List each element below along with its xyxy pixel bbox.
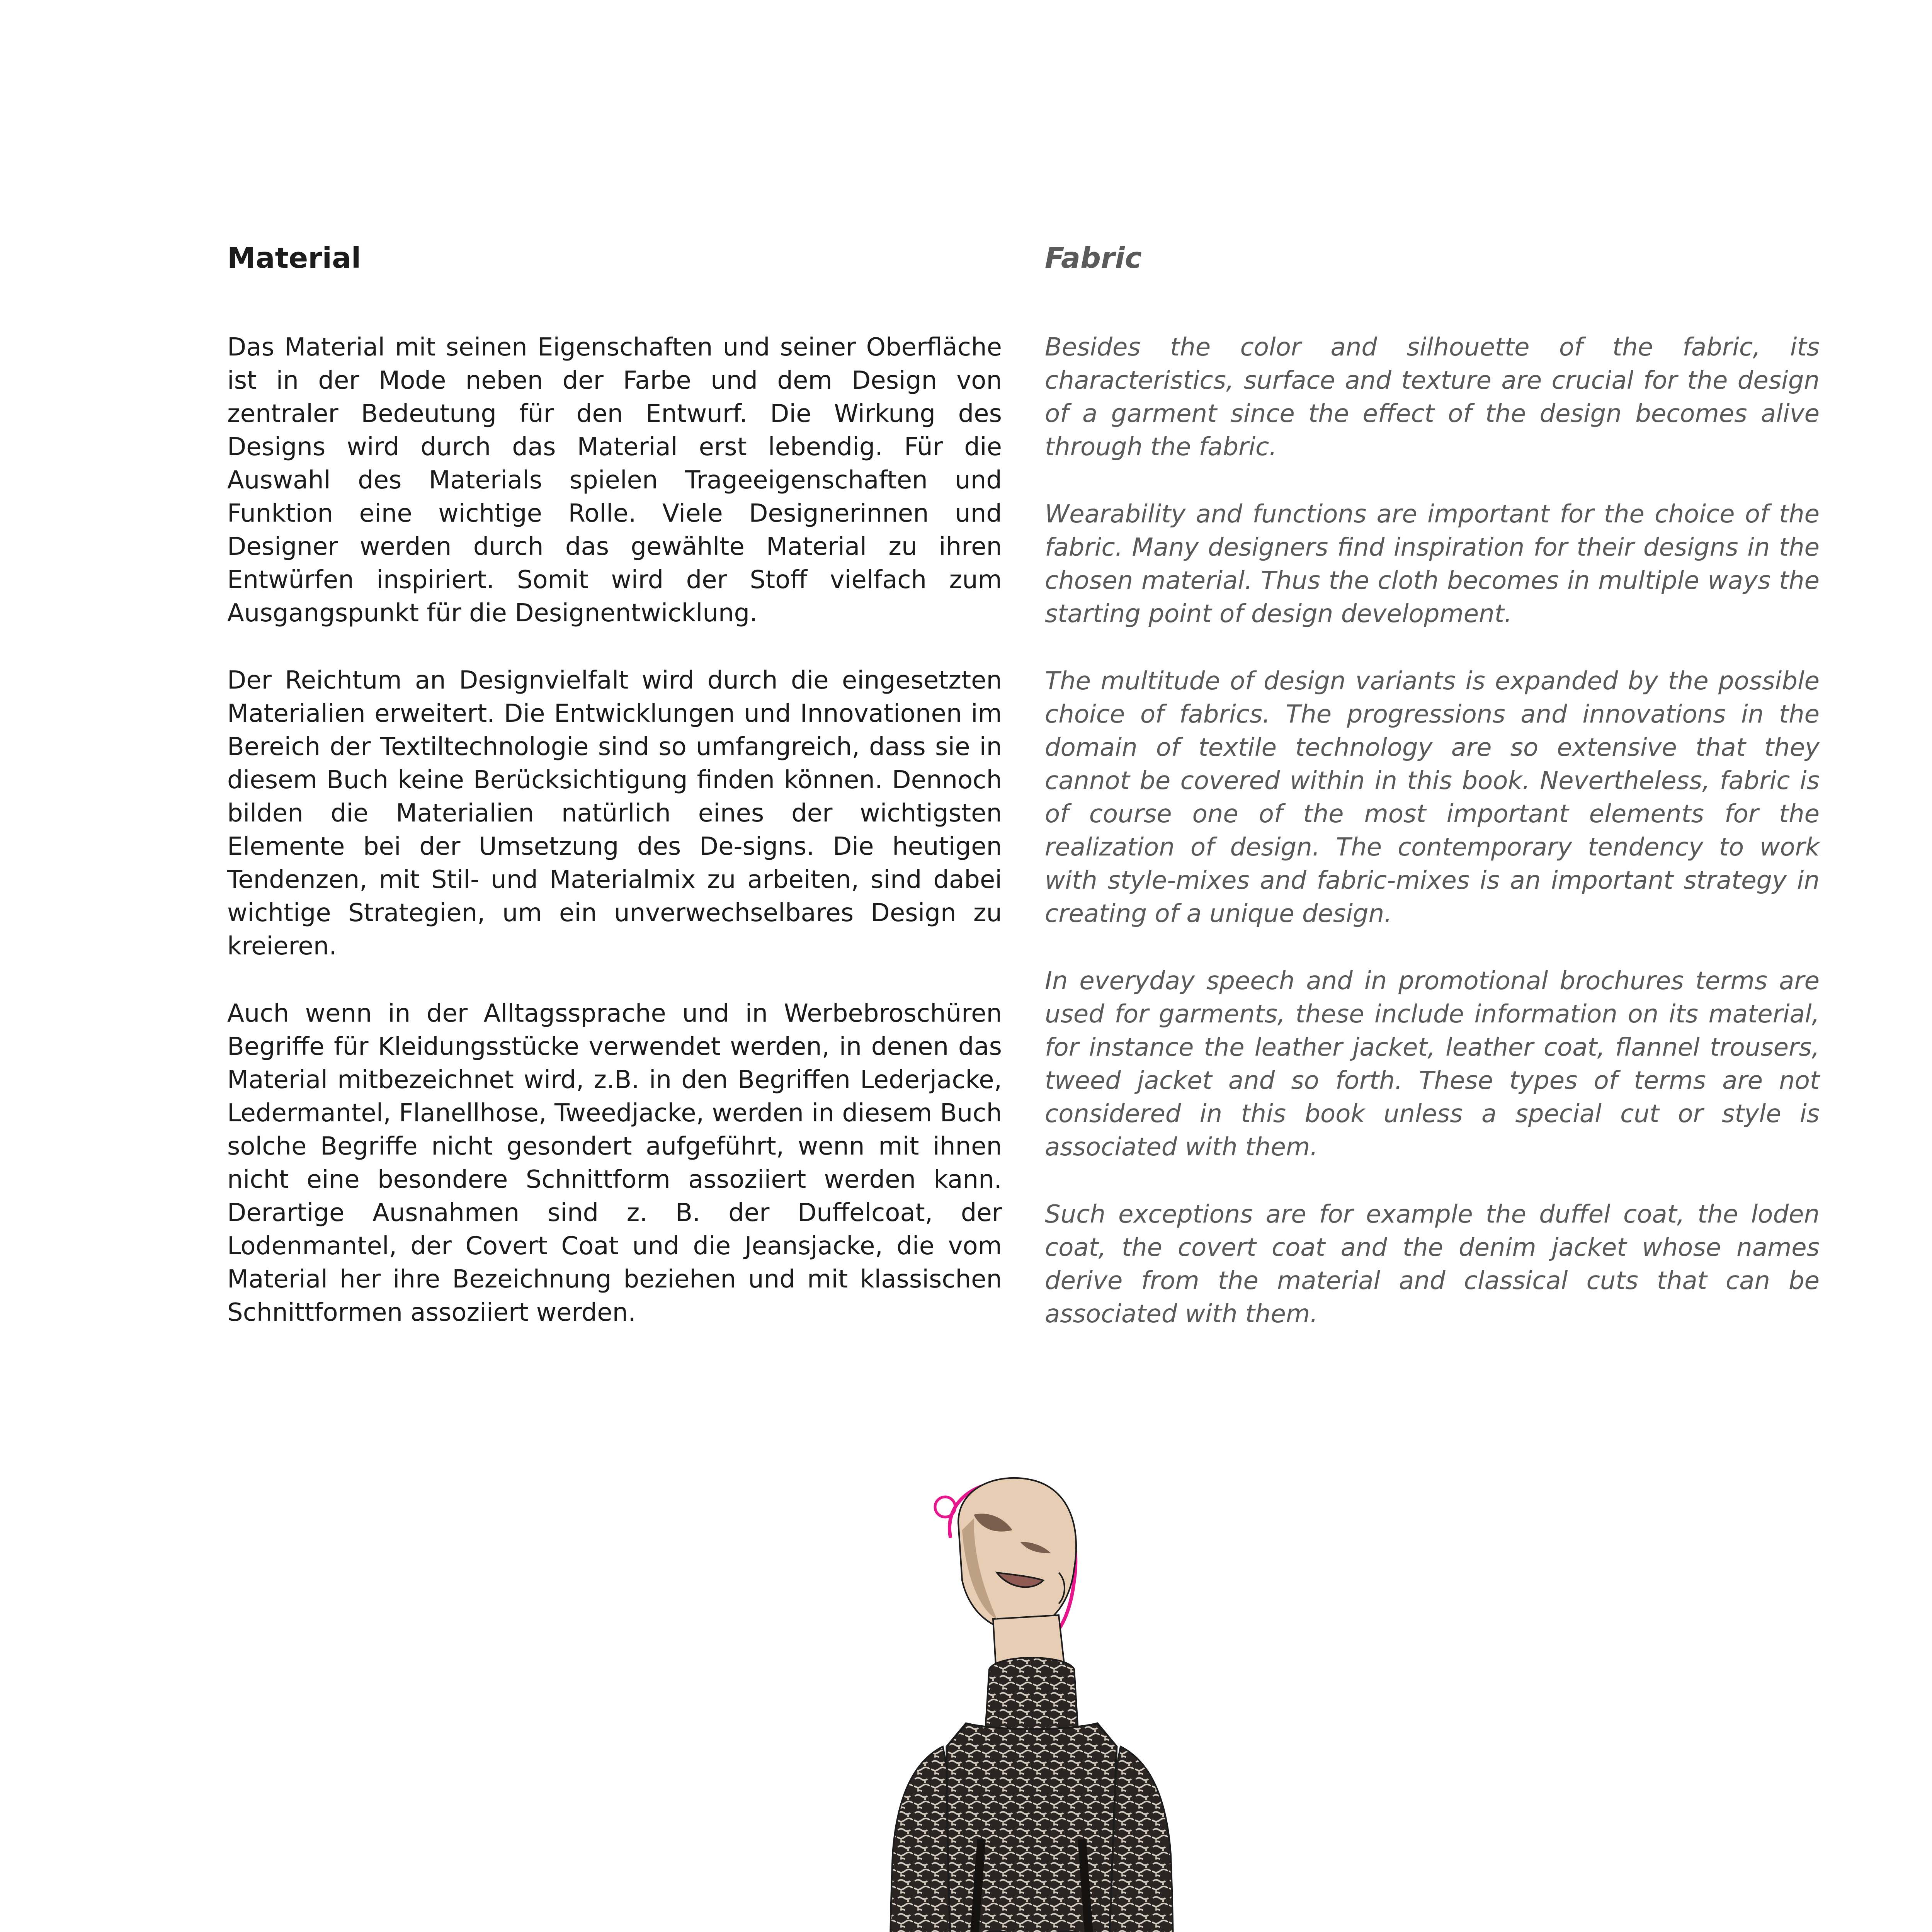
english-heading: Fabric xyxy=(1045,242,1142,275)
german-paragraph: Auch wenn in der Alltagssprache und in Werbebroschüren Begriffe für Kleidungsstücke verwendet werden, in denen das Material mitbezeichnet wird, z.B. in den Begriffen Lederjacke, Ledermantel, Flanellhose, Tweedjacke, werden in diesem Buch solche Begriffe nicht gesondert aufgeführt, wenn mit ihnen nicht eine besondere Schnittform assoziiert werden kann. Derartige Ausnahmen sind z. B. der Duffelcoat, der Lodenmantel, der Covert Coat und die Jeansjacke, die vom Material her ihre Bezeichnung beziehen und mit klassischen Schnittformen assoziiert werden. xyxy=(227,999,1002,1327)
german-paragraph: Der Reichtum an Designvielfalt wird durch die eingesetzten Materialien erweitert. Die Entwicklungen und Innovationen im Bereich der Textiltechnologie sind so umfangreich, dass sie in diesem Buch keine Berücksichtigung finden können. Dennoch bilden die Materialien natürlich eines der wichtigsten Elemente bei der Umsetzung des De-signs. Die heutigen Tendenzen, mit Stil- und Materialmix zu arbeiten, sind dabei wichtige Strategien, um ein unverwechselbares Design zu kreieren. xyxy=(227,666,1002,961)
german-column xyxy=(227,239,1002,1363)
english-column xyxy=(1045,239,1820,1365)
english-paragraph: Besides the color and silhouette of the fabric, its characteristics, surface and texture are crucial for the design of a garment since the effect of the design becomes alive through the fabric. xyxy=(1045,333,1820,461)
english-paragraph: Wearability and functions are important for the choice of the fabric. Many designers find inspiration for their designs in the chosen material. Thus the cloth becomes in multiple ways the starting point of design development. xyxy=(1045,500,1820,628)
english-paragraph: The multitude of design variants is expanded by the possible choice of fabrics. The progressions and innovations in the domain of textile technology are so extensive that they cannot be covered within in this book. Nevertheless, fabric is of course one of the most important elements for the realization of design. The contemporary tendency to work with style-mixes and fabric-mixes is an important strategy in creating of a unique design. xyxy=(1045,667,1820,928)
german-heading: Material xyxy=(227,242,361,275)
german-paragraph: Das Material mit seinen Eigenschaften und seiner Oberfläche ist in der Mode neben der Farbe und dem Design von zentraler Bedeutung für den Entwurf. Die Wirkung des Designs wird durch das Material erst lebendig. Für die Auswahl des Materials spielen Trageeigenschaften und Funktion eine wichtige Rolle. Viele Designerinnen und Designer werden durch das gewählte Material zu ihren Entwürfen inspiriert. Somit wird der Stoff vielfach zum Ausgangspunkt für die Designentwicklung. xyxy=(227,333,1002,628)
fashion-illustration xyxy=(726,1453,1329,1932)
english-paragraph: Such exceptions are for example the duffel coat, the loden coat, the covert coat and the denim jacket whose names derive from the material and classical cuts that can be associated with them. xyxy=(1045,1200,1820,1328)
english-paragraph: In everyday speech and in promotional brochures terms are used for garments, these include information on its material, for instance the leather jacket, leather coat, flannel trousers, tweed jacket and so forth. These types of terms are not considered in this book unless a special cut or style is associated with them. xyxy=(1045,967,1820,1162)
